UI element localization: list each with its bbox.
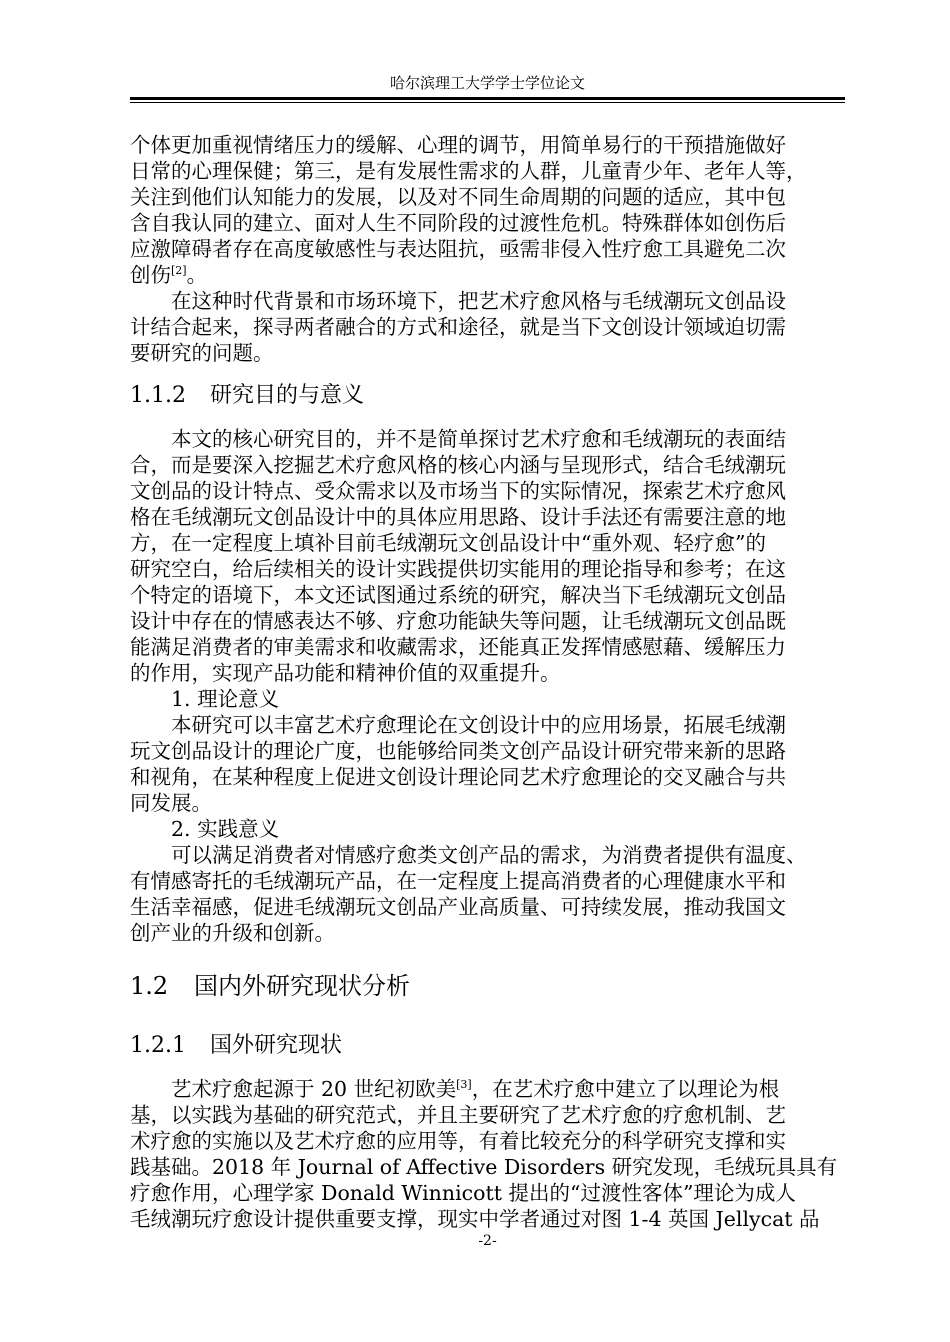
text-line: 合，而是要深入挖掘艺术疗愈风格的核心内涵与呈现形式，结合毛绒潮玩 — [130, 453, 786, 477]
section-title: 国外研究现状 — [210, 1033, 343, 1058]
running-header: 哈尔滨理工大学学士学位论文 — [389, 74, 585, 92]
text-line: 研究空白，给后续相关的设计实践提供切实能用的理论指导和参考；在这 — [130, 557, 786, 581]
text-line — [130, 262, 848, 288]
text-line: 个特定的语境下，本文还试图通过系统的研究，解决当下毛绒潮玩文创品 — [130, 583, 786, 607]
text-line: 本文的核心研究目的，并不是简单探讨艺术疗愈和毛绒潮玩的表面结 — [171, 427, 786, 451]
text-line: 格在毛绒潮玩文创品设计中的具体应用思路、设计手法还有需要注意的地 — [130, 505, 786, 529]
text-line: 玩文创品设计的理论广度，也能够给同类文创产品设计研究带来新的思路 — [130, 739, 786, 763]
text-line: 在这种时代背景和市场环境下，把艺术疗愈风格与毛绒潮玩文创品设 — [171, 289, 786, 313]
text-line: 生活幸福感，促进毛绒潮玩文创品产业高质量、可持续发展，推动我国文 — [130, 895, 786, 919]
text-line: 计结合起来，探寻两者融合的方式和途径，就是当下文创设计领域迫切需 — [130, 315, 786, 339]
text-line: 本研究可以丰富艺术疗愈理论在文创设计中的应用场景，拓展毛绒潮 — [171, 713, 786, 737]
list-item-practice: 2. 实践意义 — [171, 817, 280, 841]
text-line: 含自我认同的建立、面对人生不同阶段的过渡性危机。特殊群体如创伤后 — [130, 211, 786, 235]
text-run: 艺术疗愈起源于 20 世纪初欧美 — [171, 1077, 457, 1101]
section-heading-1-1-2 — [130, 376, 848, 416]
citation-ref: [2] — [171, 264, 187, 277]
text-line: 基，以实践为基础的研究范式，并且主要研究了艺术疗愈的疗愈机制、艺 — [130, 1103, 786, 1127]
header-rule-thin — [130, 102, 845, 103]
text-line: 方，在一定程度上填补目前毛绒潮玩文创品设计中“重外观、轻疗愈”的 — [130, 531, 766, 555]
text-line: 可以满足消费者对情感疗愈类文创产品的需求，为消费者提供有温度、 — [171, 843, 807, 867]
text-line: 疗愈作用，心理学家 Donald Winnicott 提出的“过渡性客体”理论为成人 — [130, 1181, 796, 1205]
section-heading-1-2 — [130, 964, 848, 1008]
header-rule-thick — [130, 97, 845, 100]
text-line — [130, 1076, 848, 1102]
list-item-theory: 1. 理论意义 — [171, 687, 280, 711]
text-line: 个体更加重视情绪压力的缓解、心理的调节，用简单易行的干预措施做好 — [130, 133, 786, 157]
citation-ref: [3] — [456, 1078, 472, 1091]
section-number: 1.2 — [130, 972, 169, 1000]
text-line: 能满足消费者的审美需求和收藏需求，还能真正发挥情感慰藉、缓解压力 — [130, 635, 786, 659]
text-run: ，在艺术疗愈中建立了以理论为根 — [471, 1077, 780, 1101]
text-line: 创产业的升级和创新。 — [130, 921, 335, 945]
text-line: 的作用，实现产品功能和精神价值的双重提升。 — [130, 661, 561, 685]
text-line: 和视角，在某种程度上促进文创设计理论同艺术疗愈理论的交叉融合与共 — [130, 765, 786, 789]
section-number: 1.2.1 — [130, 1033, 186, 1058]
text-line: 同发展。 — [130, 791, 212, 815]
page-body — [130, 132, 848, 1232]
text-line: 要研究的问题。 — [130, 341, 274, 365]
text-line: 日常的心理保健；第三，是有发展性需求的人群，儿童青少年、老年人等， — [130, 159, 807, 183]
text-line: 毛绒潮玩疗愈设计提供重要支撑，现实中学者通过对图 1-4 英国 Jellycat 品 — [130, 1207, 820, 1231]
text-line: 践基础。2018 年 Journal of Affective Disorders 研究发现，毛绒玩具具有 — [130, 1155, 838, 1179]
text-line: 术疗愈的实施以及艺术疗愈的应用等，有着比较充分的科学研究支撑和实 — [130, 1129, 786, 1153]
text-line: 有情感寄托的毛绒潮玩产品，在一定程度上提高消费者的心理健康水平和 — [130, 869, 786, 893]
section-title: 国内外研究现状分析 — [194, 972, 410, 1000]
section-number: 1.1.2 — [130, 383, 186, 408]
text-line: 应激障碍者存在高度敏感性与表达阻抗，亟需非侵入性疗愈工具避免二次 — [130, 237, 786, 261]
section-heading-1-2-1 — [130, 1026, 848, 1066]
page-number: -2- — [478, 1233, 497, 1249]
text-line: 文创品的设计特点、受众需求以及市场当下的实际情况，探索艺术疗愈风 — [130, 479, 786, 503]
text-run: 。 — [186, 263, 208, 287]
section-title: 研究目的与意义 — [210, 383, 365, 408]
text-line: 关注到他们认知能力的发展，以及对不同生命周期的问题的适应，其中包 — [130, 185, 786, 209]
text-line: 设计中存在的情感表达不够、疗愈功能缺失等问题，让毛绒潮玩文创品既 — [130, 609, 786, 633]
text-run: 创伤 — [130, 263, 171, 287]
